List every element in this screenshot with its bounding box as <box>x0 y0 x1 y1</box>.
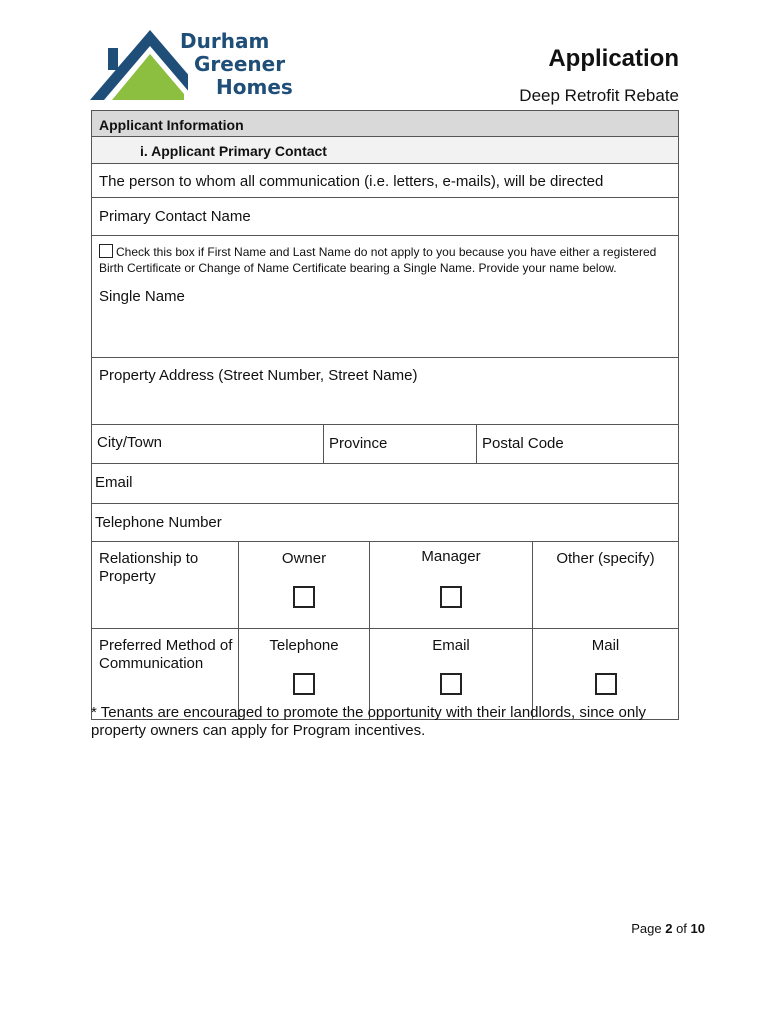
logo-text-durham: Durham <box>180 29 270 53</box>
page-current: 2 <box>665 921 673 936</box>
single-name-label: Single Name <box>99 288 185 305</box>
postal-code-field[interactable] <box>476 425 678 463</box>
property-address-field[interactable] <box>91 358 679 425</box>
mail-option-label: Mail <box>591 637 620 654</box>
logo-text-greener: Greener <box>194 52 286 76</box>
manager-label: Manager <box>421 548 481 565</box>
primary-contact-name-field[interactable] <box>91 198 679 236</box>
province-field[interactable] <box>323 425 476 463</box>
contact-description: The person to whom all communication (i.e. letters, e-mails), will be directed <box>91 164 679 198</box>
single-name-block <box>91 236 679 358</box>
page-number <box>631 921 705 936</box>
manager-checkbox[interactable] <box>440 586 462 608</box>
primary-contact-name-label: Primary Contact Name <box>99 208 251 225</box>
section-header: Applicant Information <box>91 110 679 137</box>
owner-checkbox[interactable] <box>293 586 315 608</box>
house-logo-icon <box>88 24 188 104</box>
email-option-label: Email <box>432 637 470 654</box>
tenant-footnote: * Tenants are encouraged to promote the opportunity with their landlords, since only property owners can apply for Program incentives. <box>91 704 647 739</box>
relationship-row <box>91 542 679 629</box>
owner-label: Owner <box>281 550 327 567</box>
single-name-note <box>92 236 678 276</box>
telephone-option-label: Telephone <box>269 637 339 654</box>
page-prefix: Page <box>631 921 662 936</box>
relationship-other-option <box>532 542 678 628</box>
email-field[interactable] <box>91 464 679 504</box>
property-address-label: Property Address (Street Number, Street Name) <box>99 367 418 384</box>
mail-checkbox[interactable] <box>595 673 617 695</box>
page-title: Application <box>548 45 679 72</box>
page-subtitle: Deep Retrofit Rebate <box>519 86 679 105</box>
email-checkbox[interactable] <box>440 673 462 695</box>
telephone-checkbox[interactable] <box>293 673 315 695</box>
logo-text-homes: Homes <box>216 75 293 99</box>
email-label: Email <box>95 474 133 491</box>
applicant-form <box>91 110 679 720</box>
postal-code-label: Postal Code <box>482 435 564 452</box>
relationship-label: Relationship to Property <box>99 550 199 585</box>
relationship-manager-option <box>369 542 532 628</box>
other-label: Other (specify) <box>556 550 655 567</box>
location-row <box>91 425 679 464</box>
relationship-owner-option <box>238 542 369 628</box>
logo <box>88 24 293 104</box>
single-name-checkbox[interactable] <box>99 244 113 258</box>
page-total: 10 <box>690 921 705 936</box>
document-header <box>519 44 679 106</box>
page-of: of <box>676 921 687 936</box>
subsection-header: i. Applicant Primary Contact <box>91 137 679 164</box>
single-name-note-text: Check this box if First Name and Last Name do not apply to you because you have either a registered Birth Certificate or Change of Name Certificate bearing a Single Name. Provide your name below. <box>99 245 657 275</box>
province-label: Province <box>329 435 388 452</box>
single-name-field[interactable] <box>92 276 678 305</box>
telephone-field[interactable] <box>91 504 679 542</box>
communication-label: Preferred Method of Communication <box>99 637 233 672</box>
city-label: City/Town <box>97 434 163 451</box>
city-field[interactable] <box>92 425 323 463</box>
telephone-label: Telephone Number <box>95 514 222 531</box>
